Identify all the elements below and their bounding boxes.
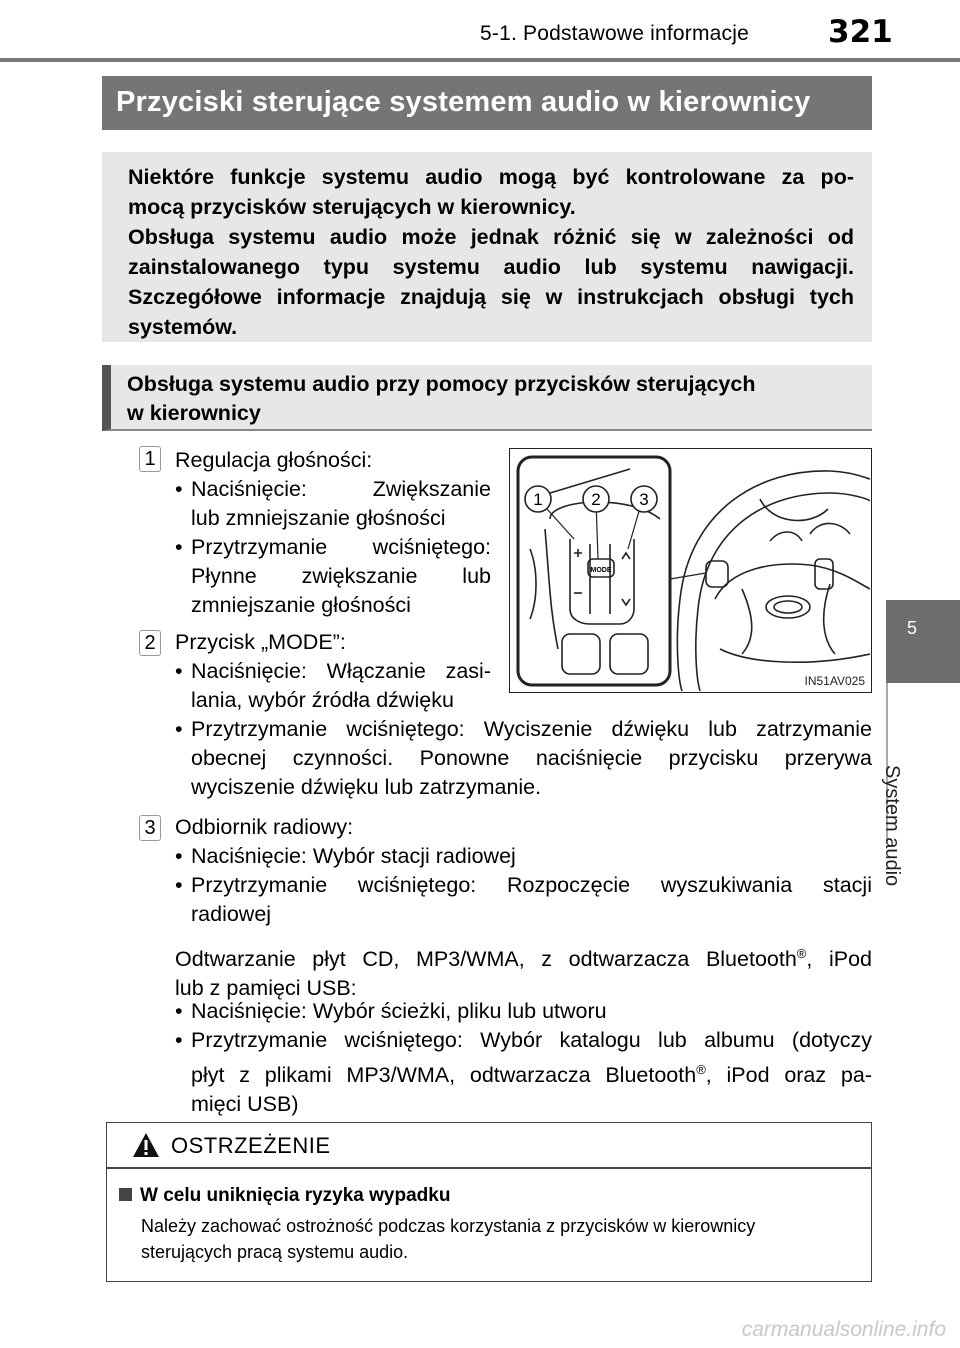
page-number: 321 [828, 14, 893, 50]
registered-mark: ® [796, 946, 807, 961]
item-title: Przycisk „MODE”: [175, 630, 346, 654]
warning-subtitle-text: W celu uniknięcia ryzyka wypadku [140, 1185, 451, 1206]
bullet-line: Naciśnięcie: Włączanie zasi- [191, 659, 491, 683]
bullet-dot: • [175, 873, 183, 897]
bullet-dot: • [175, 717, 183, 741]
warning-body [141, 1213, 861, 1265]
item-number-badge: 3 [139, 815, 161, 841]
playback-paragraph [175, 939, 872, 1003]
bullet-line: radiowej [191, 902, 272, 926]
subheading-line: w kierownicy [127, 401, 261, 425]
bullet-dot: • [175, 999, 183, 1023]
bullet-text-part: , iPod oraz pa- [705, 1063, 872, 1088]
subheading-text [127, 370, 847, 428]
bullet-dot: • [175, 844, 183, 868]
bullet-text: Naciśnięcie: Wybór ścieżki, pliku lub utworu [191, 999, 607, 1023]
bullet-dot: • [175, 477, 183, 501]
bullet-line: Przytrzymanie wciśniętego: Wyciszenie dźwięku lub zatrzymanie [191, 717, 872, 741]
intro-line: systemów. [128, 315, 238, 339]
callout-1: 1 [533, 490, 543, 509]
intro-line: Obsługa systemu audio może jednak różnić się w zależności od [128, 225, 854, 249]
running-header-section: 5-1. Podstawowe informacje [480, 22, 749, 45]
warning-subtitle [119, 1185, 450, 1207]
registered-mark: ® [696, 1062, 706, 1077]
bullet-text [191, 475, 491, 533]
paragraph-text: , iPod [806, 947, 872, 972]
mode-button-label: MODE [590, 567, 612, 574]
intro-line: Szczegółowe informacje znajdują się w instrukcjach obsługi tych [128, 285, 854, 309]
intro-line: zainstalowanego typu systemu audio lub systemu nawigacji. [128, 255, 854, 279]
section-title-bar [102, 76, 872, 130]
warning-triangle-icon [131, 1131, 161, 1159]
header-rule [0, 58, 960, 62]
warning-line: sterujących pracą systemu audio. [141, 1242, 409, 1262]
bullet-line: mięci USB) [191, 1092, 299, 1117]
bullet-text [191, 657, 491, 715]
bullet-line: lub zmniejszanie głośności [191, 506, 446, 530]
intro-box [102, 152, 872, 342]
illustration-code: IN51AV025 [804, 674, 865, 688]
callout-2: 2 [591, 490, 601, 509]
warning-title: OSTRZEŻENIE [171, 1133, 331, 1158]
warning-header [107, 1123, 871, 1169]
bullet-text [191, 715, 872, 802]
bullet-line: wyciszenie dźwięku lub zatrzymanie. [191, 775, 542, 799]
bullet-dot: • [175, 1028, 183, 1052]
bullet-dot: • [175, 535, 183, 559]
bullet-line: Przytrzymanie wciśniętego: [191, 535, 491, 559]
intro-line: mocą przycisków sterujących w kierownicy. [128, 195, 576, 219]
bullet-line: Płynne zwiększanie lub [191, 564, 491, 588]
section-title: Przyciski sterujące systemem audio w kierownicy [116, 86, 811, 118]
bullet-text-part: płyt z plikami MP3/WMA, odtwarzacza Bluetooth [191, 1063, 697, 1088]
intro-text [128, 162, 854, 342]
paragraph-line [175, 939, 872, 974]
steering-wheel-drawing [510, 449, 870, 691]
square-bullet-icon [119, 1188, 132, 1201]
bullet-line: Przytrzymanie wciśniętego: Rozpoczęcie wyszukiwania stacji [191, 873, 872, 897]
bullet-line: zmniejszanie głośności [191, 593, 411, 617]
paragraph-line: lub z pamięci USB: [175, 976, 357, 1001]
bullet-dot: • [175, 659, 183, 683]
bullet-text [191, 1026, 872, 1119]
bullet-line: lania, wybór źródła dźwięku [191, 688, 454, 712]
subheading-line: Obsługa systemu audio przy pomocy przycisków sterujących [127, 372, 756, 396]
warning-box [106, 1122, 872, 1282]
warning-line: Należy zachować ostrożność podczas korzystania z przycisków w kierownicy [141, 1216, 756, 1236]
subheading-box [102, 365, 872, 431]
watermark: carmanualsonline.info [741, 1318, 946, 1341]
item-number-badge: 1 [139, 446, 161, 472]
chapter-label: System audio [881, 765, 903, 887]
bullet-text: Naciśnięcie: Wybór stacji radiowej [191, 844, 516, 868]
item-number-badge: 2 [139, 630, 161, 656]
steering-wheel-illustration [509, 448, 872, 693]
bullet-line: obecnej czynności. Ponowne naciśnięcie przycisku przerywa [191, 746, 872, 770]
callout-3: 3 [639, 490, 649, 509]
bullet-line [191, 1055, 872, 1090]
bullet-text [191, 871, 872, 929]
paragraph-text: Odtwarzanie płyt CD, MP3/WMA, z odtwarzacza Bluetooth [175, 947, 797, 972]
chapter-tab [886, 600, 960, 683]
item-title: Regulacja głośności: [175, 448, 373, 472]
bullet-line: Przytrzymanie wciśniętego: Wybór katalogu lub albumu (dotyczy [191, 1028, 872, 1052]
intro-line: Niektóre funkcje systemu audio mogą być kontrolowane za po- [128, 165, 854, 189]
item-title: Odbiornik radiowy: [175, 815, 354, 839]
bullet-text [191, 533, 491, 620]
chapter-number: 5 [906, 618, 917, 638]
bullet-line: Naciśnięcie: Zwiększanie [191, 477, 491, 501]
